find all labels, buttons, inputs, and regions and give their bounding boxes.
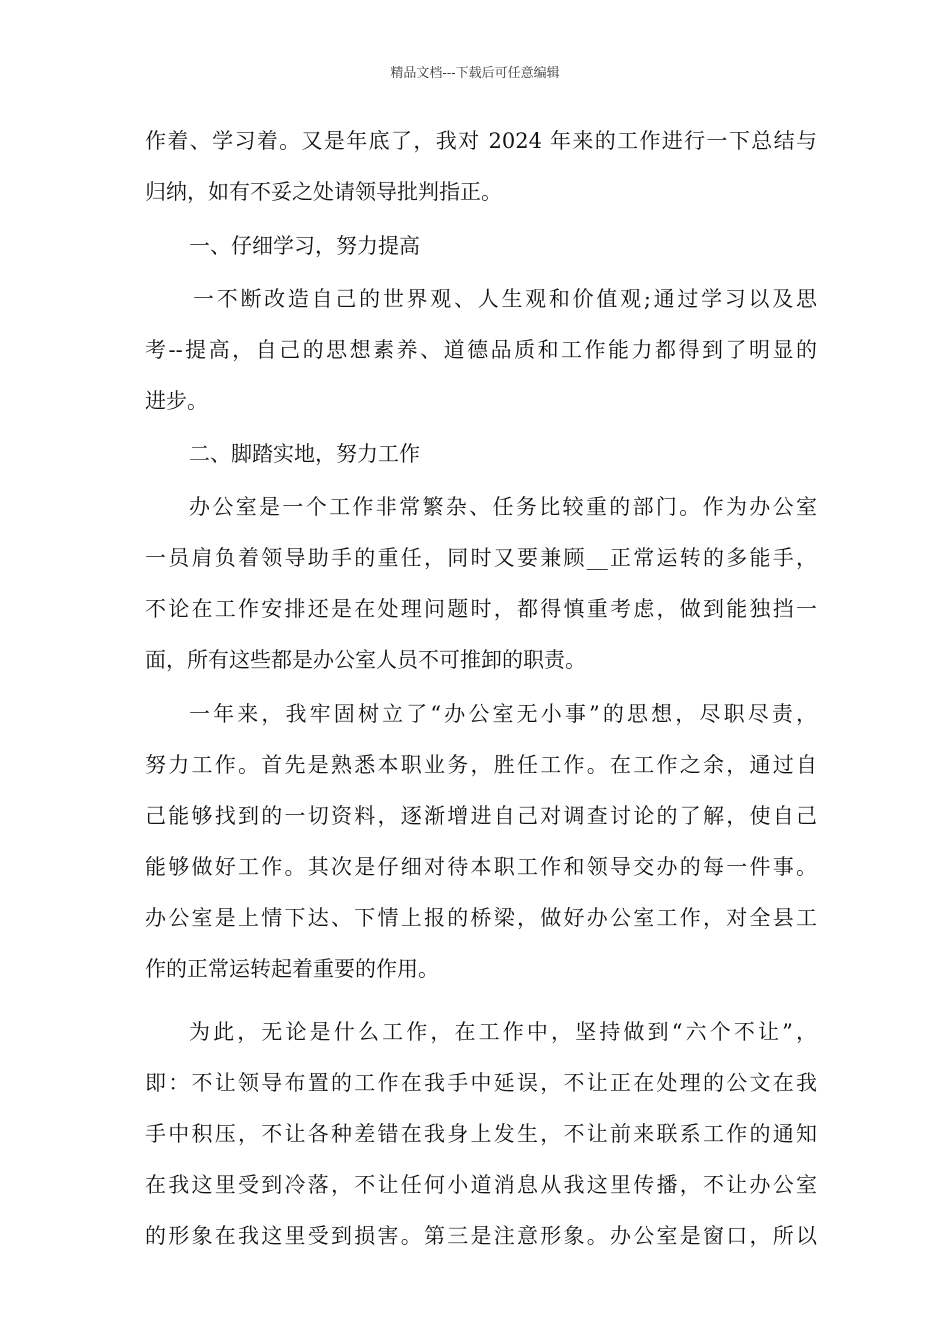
section-heading-2	[145, 441, 817, 468]
page-header: 精品文档---下载后可任意编辑	[390, 66, 560, 81]
text-line: 考--提高，自己的思想素养、道德品质和工作能力都得到了明显的	[145, 338, 817, 362]
text-line: 不论在工作安排还是在处理问题时，都得慎重考虑，做到能独挡一	[145, 597, 817, 621]
text-line: 能够做好工作。其次是仔细对待本职工作和领导交办的每一件事。	[145, 855, 817, 879]
paragraph-continuation	[145, 128, 817, 206]
paragraph	[145, 494, 817, 674]
text-line: 一不断改造自己的世界观、人生观和价值观;通过学习以及思	[193, 287, 817, 311]
text-line: 手中积压，不让各种差错在我身上发生，不让前来联系工作的通知	[145, 1122, 817, 1146]
text-line: 在我这里受到冷落，不让任何小道消息从我这里传播，不让办公室	[145, 1173, 817, 1197]
text-line: 办公室是一个工作非常繁杂、任务比较重的部门。作为办公室	[189, 495, 817, 519]
section-heading-text: 一、仔细学习，努力提高	[189, 234, 420, 258]
text-line: 作的正常运转起着重要的作用。	[145, 957, 439, 981]
text-line: 办公室是上情下达、下情上报的桥梁，做好办公室工作，对全县工	[145, 906, 817, 930]
text-line: 己能够找到的一切资料，逐渐增进自己对调查讨论的了解，使自己	[145, 804, 817, 828]
text-line: 即：不让领导布置的工作在我手中延误，不让正在处理的公文在我	[145, 1071, 817, 1095]
section-heading-text: 二、脚踏实地，努力工作	[189, 442, 420, 466]
text-line: 的形象在我这里受到损害。第三是注意形象。办公室是窗口，所以	[145, 1224, 817, 1248]
text-line: 努力工作。首先是熟悉本职业务，胜任工作。在工作之余，通过自	[145, 753, 817, 777]
text-line: 进步。	[145, 389, 208, 413]
text-line: 一年来，我牢固树立了“办公室无小事”的思想，尽职尽责，	[189, 702, 817, 726]
section-heading-1	[145, 233, 817, 260]
text-line: 作着、学习着。又是年底了，我对 2024 年来的工作进行一下总结与	[145, 129, 817, 153]
text-line: 面，所有这些都是办公室人员不可推卸的职责。	[145, 648, 586, 672]
document-body	[145, 128, 817, 1250]
paragraph	[145, 286, 817, 415]
paragraph	[145, 701, 817, 983]
text-line: 归纳，如有不妥之处请领导批判指正。	[145, 180, 502, 204]
text-line: 一员肩负着领导助手的重任，同时又要兼顾__正常运转的多能手，	[145, 546, 817, 570]
paragraph	[145, 1019, 817, 1250]
text-line: 为此，无论是什么工作，在工作中，坚持做到“六个不让”，	[189, 1020, 817, 1044]
